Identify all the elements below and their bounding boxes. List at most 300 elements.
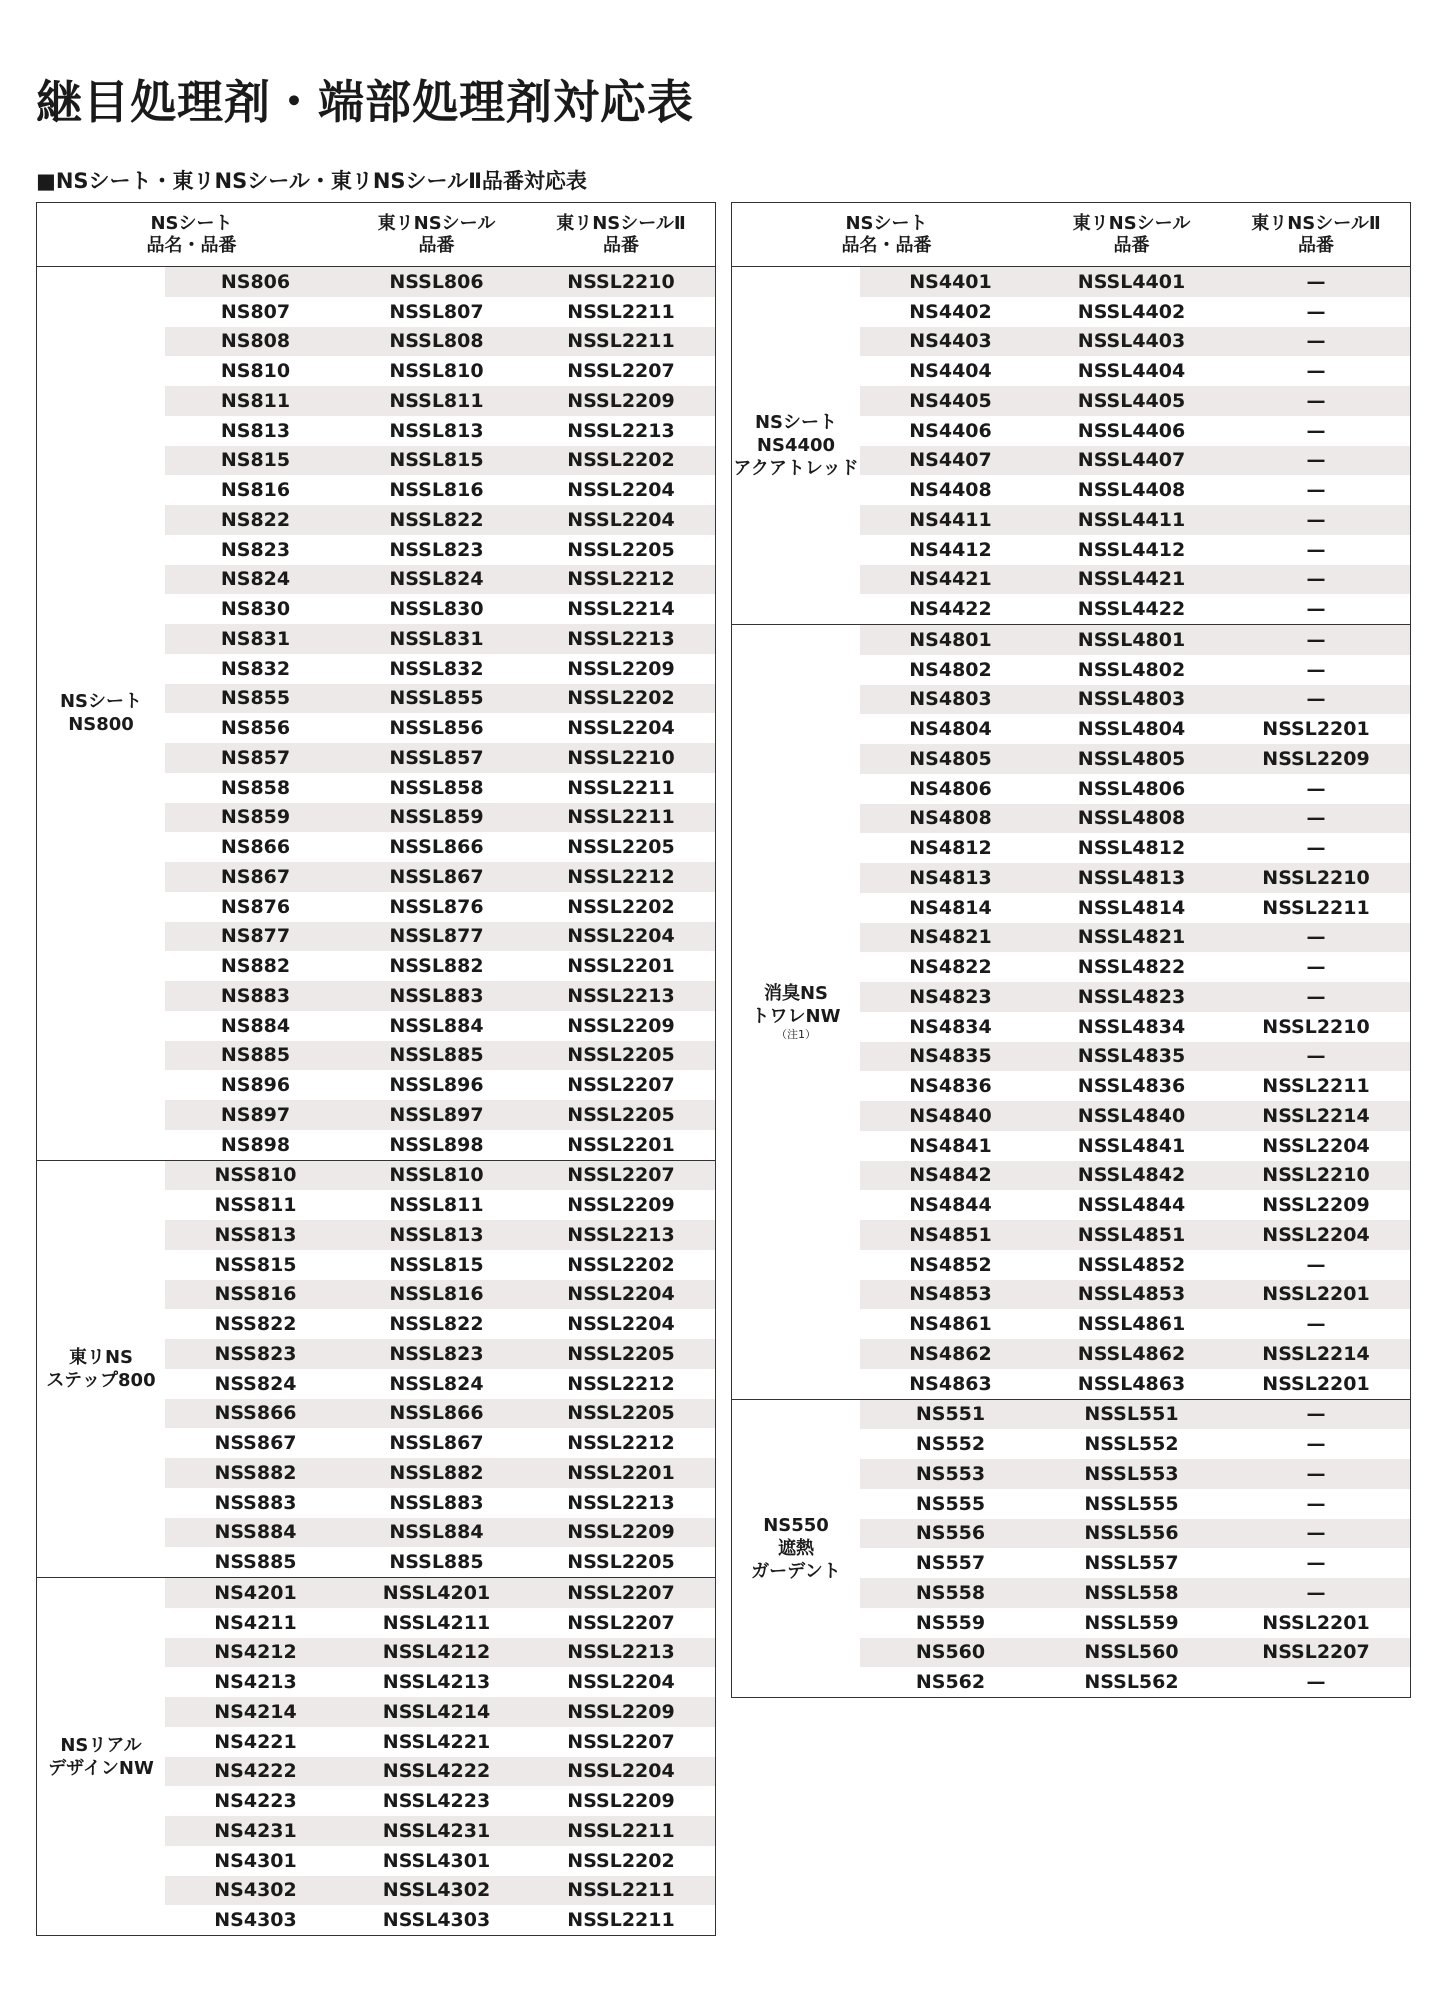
product-code-cell: NS4842 (909, 1164, 992, 1187)
nssl-code-cell: NSSL810 (389, 1164, 484, 1187)
table-row (860, 804, 1410, 834)
product-code-cell: NS4302 (214, 1879, 297, 1902)
header-ns-sheet (37, 203, 346, 266)
table-row (165, 565, 715, 595)
nssl2-code-cell: NSSL2205 (567, 1103, 675, 1126)
table-row (165, 1161, 715, 1191)
header-label: 東リNSシール (377, 212, 496, 234)
table-row (860, 594, 1410, 624)
nssl-code-cell: NSSL4201 (382, 1581, 491, 1604)
table-row (165, 1458, 715, 1488)
nssl2-code-cell: — (1306, 658, 1326, 681)
group-name-line: NS4400 (756, 435, 836, 456)
table-row (165, 624, 715, 654)
table-row (860, 1400, 1410, 1430)
table-row (165, 892, 715, 922)
nssl2-code-cell: NSSL2214 (1262, 1104, 1370, 1127)
product-code-cell: NS4301 (214, 1849, 297, 1872)
nssl-code-cell: NSSL553 (1084, 1462, 1179, 1485)
product-code-cell: NS4812 (909, 837, 992, 860)
nssl-code-cell: NSSL866 (389, 1402, 484, 1425)
table-row (165, 1816, 715, 1846)
nssl-code-cell: NSSL4805 (1077, 747, 1186, 770)
nssl2-code-cell: — (1306, 837, 1326, 860)
nssl2-code-cell: NSSL2209 (567, 1194, 675, 1217)
nssl2-code-cell: NSSL2210 (567, 270, 675, 293)
product-code-cell: NS4836 (909, 1075, 992, 1098)
product-code-cell: NSS867 (214, 1432, 297, 1455)
nssl2-code-cell: NSSL2213 (567, 627, 675, 650)
table-row (860, 1042, 1410, 1072)
table-row (860, 1638, 1410, 1668)
nssl-code-cell: NSSL4813 (1077, 866, 1186, 889)
table-row (165, 1846, 715, 1876)
nssl2-code-cell: NSSL2210 (567, 746, 675, 769)
table-row (165, 1041, 715, 1071)
product-code-cell: NS553 (915, 1462, 986, 1485)
table-row (165, 713, 715, 743)
table-row (165, 1757, 715, 1787)
nssl2-code-cell: NSSL2210 (1262, 1015, 1370, 1038)
product-code-cell: NS857 (220, 746, 291, 769)
table-row (860, 565, 1410, 595)
nssl2-code-cell: — (1306, 1581, 1326, 1604)
product-code-cell: NS806 (220, 270, 291, 293)
table-row (860, 1161, 1410, 1191)
nssl2-code-cell: — (1306, 389, 1326, 412)
nssl2-code-cell: — (1306, 538, 1326, 561)
product-code-cell: NS4852 (909, 1253, 992, 1276)
nssl2-code-cell: NSSL2201 (567, 1461, 675, 1484)
nssl2-code-cell: NSSL2204 (567, 717, 675, 740)
table-header (37, 203, 715, 267)
nssl2-code-cell: NSSL2212 (567, 1432, 675, 1455)
nssl2-code-cell: NSSL2211 (567, 776, 675, 799)
product-code-cell: NS4408 (909, 479, 992, 502)
header-label: NSシート (150, 212, 233, 234)
nssl-code-cell: NSSL806 (389, 270, 484, 293)
nssl2-code-cell: NSSL2211 (567, 806, 675, 829)
table-row (860, 1190, 1410, 1220)
product-code-cell: NS4221 (214, 1730, 297, 1753)
nssl2-code-cell: NSSL2212 (567, 568, 675, 591)
nssl-code-cell: NSSL4861 (1077, 1313, 1186, 1336)
table-row (165, 1697, 715, 1727)
table-row (860, 475, 1410, 505)
nssl-code-cell: NSSL4802 (1077, 658, 1186, 681)
table-row (860, 535, 1410, 565)
nssl2-code-cell: — (1306, 270, 1326, 293)
table-row (165, 416, 715, 446)
nssl-code-cell: NSSL556 (1084, 1522, 1179, 1545)
nssl2-code-cell: NSSL2213 (567, 419, 675, 442)
group-name (732, 625, 860, 1399)
table-row (860, 685, 1410, 715)
table-row (860, 1220, 1410, 1250)
nssl-code-cell: NSSL858 (389, 776, 484, 799)
nssl-code-cell: NSSL4301 (382, 1849, 491, 1872)
nssl-code-cell: NSSL4406 (1077, 419, 1186, 442)
nssl2-code-cell: — (1306, 568, 1326, 591)
nssl2-code-cell: NSSL2210 (1262, 866, 1370, 889)
product-code-cell: NS4214 (214, 1700, 297, 1723)
nssl2-code-cell: NSSL2207 (567, 1611, 675, 1634)
nssl2-code-cell: NSSL2212 (567, 1372, 675, 1395)
product-code-cell: NS562 (915, 1671, 986, 1694)
table-row (860, 1309, 1410, 1339)
product-code-cell: NS4835 (909, 1045, 992, 1068)
table-row (165, 1339, 715, 1369)
nssl-code-cell: NSSL822 (389, 508, 484, 531)
table-row (860, 267, 1410, 297)
nssl2-code-cell: NSSL2207 (567, 1164, 675, 1187)
product-code-cell: NS4406 (909, 419, 992, 442)
table-row (860, 1250, 1410, 1280)
product-code-cell: NS4805 (909, 747, 992, 770)
group-rows (165, 267, 715, 1160)
product-group (732, 267, 1410, 625)
product-code-cell: NS884 (220, 1014, 291, 1037)
nssl2-code-cell: NSSL2214 (567, 598, 675, 621)
table-body (37, 267, 715, 1935)
product-code-cell: NSS882 (214, 1461, 297, 1484)
nssl-code-cell: NSSL552 (1084, 1433, 1179, 1456)
nssl2-code-cell: — (1306, 360, 1326, 383)
nssl-code-cell: NSSL4404 (1077, 360, 1186, 383)
product-code-cell: NSS883 (214, 1491, 297, 1514)
group-name-line: NSシート (754, 412, 838, 433)
product-code-cell: NS556 (915, 1522, 986, 1545)
table-row (860, 1608, 1410, 1638)
nssl-code-cell: NSSL897 (389, 1103, 484, 1126)
product-code-cell: NS557 (915, 1552, 986, 1575)
group-rows (860, 267, 1410, 624)
group-name-line: NSシート (59, 691, 143, 713)
nssl2-code-cell: NSSL2213 (567, 1491, 675, 1514)
nssl2-code-cell: NSSL2213 (567, 1641, 675, 1664)
product-code-cell: NS4804 (909, 718, 992, 741)
nssl2-code-cell: NSSL2205 (567, 1342, 675, 1365)
nssl-code-cell: NSSL4844 (1077, 1194, 1186, 1217)
table-row (860, 1667, 1410, 1697)
table-row (860, 833, 1410, 863)
product-code-cell: NS4808 (909, 807, 992, 830)
product-code-cell: NS4844 (909, 1194, 992, 1217)
product-code-cell: NSS885 (214, 1551, 297, 1574)
page-title: 継目処理剤・端部処理剤対応表 (36, 75, 694, 129)
nssl2-code-cell: NSSL2202 (567, 687, 675, 710)
product-code-cell: NS4201 (214, 1581, 297, 1604)
nssl-code-cell: NSSL808 (389, 330, 484, 353)
nssl-code-cell: NSSL4862 (1077, 1342, 1186, 1365)
product-code-cell: NS898 (220, 1133, 291, 1156)
nssl2-code-cell: NSSL2207 (567, 360, 675, 383)
group-note: （注1） (776, 1027, 816, 1041)
nssl-code-cell: NSSL4853 (1077, 1283, 1186, 1306)
header-label: 東リNSシール (1072, 212, 1191, 234)
nssl2-code-cell: NSSL2201 (1262, 1611, 1370, 1634)
product-code-cell: NS4412 (909, 538, 992, 561)
nssl2-code-cell: NSSL2213 (567, 1223, 675, 1246)
nssl-code-cell: NSSL4221 (382, 1730, 491, 1753)
table-row (860, 982, 1410, 1012)
nssl-code-cell: NSSL824 (389, 568, 484, 591)
nssl-code-cell: NSSL830 (389, 598, 484, 621)
group-name-line: NS800 (68, 714, 134, 736)
nssl-code-cell: NSSL4835 (1077, 1045, 1186, 1068)
product-code-cell: NS877 (220, 925, 291, 948)
nssl-code-cell: NSSL4801 (1077, 628, 1186, 651)
nssl-code-cell: NSSL822 (389, 1313, 484, 1336)
product-code-cell: NS830 (220, 598, 291, 621)
product-code-cell: NS832 (220, 657, 291, 680)
nssl2-code-cell: — (1306, 628, 1326, 651)
nssl-code-cell: NSSL4852 (1077, 1253, 1186, 1276)
group-name-line: トワレNW (751, 1005, 841, 1027)
header-label: 品番 (418, 234, 455, 256)
nssl-code-cell: NSSL866 (389, 836, 484, 859)
header-nssl (346, 203, 527, 266)
nssl2-code-cell: — (1306, 985, 1326, 1008)
nssl2-code-cell: NSSL2204 (567, 925, 675, 948)
nssl-code-cell: NSSL551 (1084, 1403, 1179, 1426)
table-row (165, 981, 715, 1011)
nssl-code-cell: NSSL859 (389, 806, 484, 829)
product-code-cell: NS560 (915, 1641, 986, 1664)
nssl2-code-cell: NSSL2201 (1262, 1372, 1370, 1395)
table-body (732, 267, 1410, 1697)
nssl2-code-cell: NSSL2201 (567, 955, 675, 978)
nssl-code-cell: NSSL4401 (1077, 270, 1186, 293)
group-name (732, 1400, 860, 1698)
nssl2-code-cell: NSSL2205 (567, 1551, 675, 1574)
product-code-cell: NS4213 (214, 1671, 297, 1694)
nssl2-code-cell: — (1306, 449, 1326, 472)
nssl-code-cell: NSSL4405 (1077, 389, 1186, 412)
group-name-line: デザインNW (48, 1757, 154, 1779)
nssl-code-cell: NSSL562 (1084, 1671, 1179, 1694)
product-group (732, 625, 1410, 1400)
nssl2-code-cell: NSSL2211 (567, 300, 675, 323)
nssl-code-cell: NSSL4222 (382, 1760, 491, 1783)
nssl-code-cell: NSSL4806 (1077, 777, 1186, 800)
nssl-code-cell: NSSL4303 (382, 1909, 491, 1932)
product-code-cell: NS551 (915, 1403, 986, 1426)
product-code-cell: NS4421 (909, 568, 992, 591)
table-row (860, 1071, 1410, 1101)
nssl-code-cell: NSSL816 (389, 1283, 484, 1306)
product-code-cell: NS4823 (909, 985, 992, 1008)
nssl-code-cell: NSSL4812 (1077, 837, 1186, 860)
header-label: 品番 (603, 234, 639, 256)
nssl-code-cell: NSSL882 (389, 1461, 484, 1484)
nssl-code-cell: NSSL560 (1084, 1641, 1179, 1664)
nssl2-code-cell: NSSL2205 (567, 1402, 675, 1425)
nssl2-code-cell: NSSL2209 (567, 389, 675, 412)
nssl2-code-cell: NSSL2210 (1262, 1164, 1370, 1187)
table-row (165, 1250, 715, 1280)
nssl-code-cell: NSSL4212 (382, 1641, 491, 1664)
table-row (165, 1190, 715, 1220)
product-code-cell: NS816 (220, 479, 291, 502)
nssl-code-cell: NSSL558 (1084, 1581, 1179, 1604)
nssl-code-cell: NSSL823 (389, 538, 484, 561)
table-row (165, 1369, 715, 1399)
nssl2-code-cell: NSSL2204 (567, 1283, 675, 1306)
section-title: ■NSシート・東リNSシール・東リNSシールⅡ品番対応表 (36, 169, 587, 193)
table-row (860, 1489, 1410, 1519)
nssl-code-cell: NSSL4822 (1077, 956, 1186, 979)
product-code-cell: NS831 (220, 627, 291, 650)
table-row (165, 1130, 715, 1160)
table-row (165, 267, 715, 297)
nssl-code-cell: NSSL811 (389, 389, 484, 412)
nssl-code-cell: NSSL4841 (1077, 1134, 1186, 1157)
product-code-cell: NS4841 (909, 1134, 992, 1157)
group-name-line: ガーデント (751, 1560, 841, 1582)
nssl2-code-cell: NSSL2211 (1262, 896, 1370, 919)
table-row (860, 1131, 1410, 1161)
product-code-cell: NS4802 (909, 658, 992, 681)
table-row (860, 446, 1410, 476)
nssl-code-cell: NSSL4213 (382, 1671, 491, 1694)
nssl-code-cell: NSSL4302 (382, 1879, 491, 1902)
nssl-code-cell: NSSL4842 (1077, 1164, 1186, 1187)
nssl2-code-cell: — (1306, 1045, 1326, 1068)
table-row (165, 1280, 715, 1310)
table-row (860, 923, 1410, 953)
table-row (860, 655, 1410, 685)
nssl-code-cell: NSSL4408 (1077, 479, 1186, 502)
table-row (860, 863, 1410, 893)
nssl2-code-cell: NSSL2207 (567, 1581, 675, 1604)
nssl-code-cell: NSSL4411 (1077, 508, 1186, 531)
nssl2-code-cell: — (1306, 926, 1326, 949)
nssl2-code-cell: NSSL2202 (567, 449, 675, 472)
table-row (165, 922, 715, 952)
product-code-cell: NS4223 (214, 1790, 297, 1813)
nssl2-code-cell: — (1306, 330, 1326, 353)
product-code-cell: NS4407 (909, 449, 992, 472)
nssl-code-cell: NSSL4421 (1077, 568, 1186, 591)
product-code-cell: NS866 (220, 836, 291, 859)
nssl-code-cell: NSSL857 (389, 746, 484, 769)
nssl2-code-cell: — (1306, 1462, 1326, 1485)
left-correspondence-table (36, 202, 716, 1936)
table-row (860, 1369, 1410, 1399)
table-row (860, 1280, 1410, 1310)
nssl2-code-cell: NSSL2205 (567, 1044, 675, 1067)
product-code-cell: NS859 (220, 806, 291, 829)
product-code-cell: NS813 (220, 419, 291, 442)
product-code-cell: NS4422 (909, 598, 992, 621)
product-code-cell: NSS866 (214, 1402, 297, 1425)
table-row (165, 1667, 715, 1697)
nssl-code-cell: NSSL4803 (1077, 688, 1186, 711)
table-row (165, 1876, 715, 1906)
table-row (860, 1459, 1410, 1489)
table-row (165, 505, 715, 535)
product-code-cell: NS896 (220, 1074, 291, 1097)
nssl-code-cell: NSSL882 (389, 955, 484, 978)
product-code-cell: NS882 (220, 955, 291, 978)
group-name (37, 1161, 165, 1578)
table-row (860, 1012, 1410, 1042)
nssl2-code-cell: — (1306, 1671, 1326, 1694)
table-row (860, 1519, 1410, 1549)
header-nssl2 (527, 203, 715, 266)
nssl-code-cell: NSSL4412 (1077, 538, 1186, 561)
nssl-code-cell: NSSL883 (389, 1491, 484, 1514)
nssl2-code-cell: NSSL2209 (567, 1014, 675, 1037)
nssl2-code-cell: NSSL2201 (567, 1133, 675, 1156)
product-code-cell: NS558 (915, 1581, 986, 1604)
table-row (165, 1578, 715, 1608)
product-code-cell: NSS823 (214, 1342, 297, 1365)
nssl2-code-cell: — (1306, 598, 1326, 621)
group-rows (860, 625, 1410, 1399)
product-group (37, 267, 715, 1161)
nssl-code-cell: NSSL831 (389, 627, 484, 650)
group-name-line: ステップ800 (46, 1369, 156, 1391)
table-row (165, 386, 715, 416)
product-code-cell: NSS811 (214, 1194, 297, 1217)
product-code-cell: NS4821 (909, 926, 992, 949)
nssl-code-cell: NSSL810 (389, 360, 484, 383)
group-rows (165, 1161, 715, 1578)
nssl-code-cell: NSSL867 (389, 1432, 484, 1455)
nssl2-code-cell: — (1306, 300, 1326, 323)
nssl2-code-cell: NSSL2201 (1262, 718, 1370, 741)
header-ns-sheet (732, 203, 1041, 266)
product-code-cell: NS823 (220, 538, 291, 561)
nssl-code-cell: NSSL823 (389, 1342, 484, 1365)
nssl2-code-cell: NSSL2205 (567, 836, 675, 859)
nssl-code-cell: NSSL4407 (1077, 449, 1186, 472)
table-row (165, 475, 715, 505)
table-row (165, 356, 715, 386)
product-code-cell: NS4222 (214, 1760, 297, 1783)
table-row (165, 1547, 715, 1577)
table-row (860, 416, 1410, 446)
table-row (165, 743, 715, 773)
product-code-cell: NS552 (915, 1433, 986, 1456)
table-row (165, 773, 715, 803)
nssl2-code-cell: NSSL2201 (1262, 1283, 1370, 1306)
product-code-cell: NSS810 (214, 1164, 297, 1187)
nssl2-code-cell: NSSL2207 (1262, 1641, 1370, 1664)
table-row (165, 535, 715, 565)
nssl2-code-cell: NSSL2204 (1262, 1223, 1370, 1246)
product-code-cell: NS897 (220, 1103, 291, 1126)
nssl2-code-cell: — (1306, 777, 1326, 800)
table-row (165, 297, 715, 327)
nssl-code-cell: NSSL4823 (1077, 985, 1186, 1008)
nssl-code-cell: NSSL883 (389, 984, 484, 1007)
product-code-cell: NS4402 (909, 300, 992, 323)
nssl-code-cell: NSSL885 (389, 1044, 484, 1067)
table-row (165, 1638, 715, 1668)
nssl-code-cell: NSSL4840 (1077, 1104, 1186, 1127)
nssl2-code-cell: — (1306, 1522, 1326, 1545)
group-rows (165, 1578, 715, 1935)
nssl2-code-cell: NSSL2209 (1262, 1194, 1370, 1217)
product-code-cell: NS4840 (909, 1104, 992, 1127)
product-code-cell: NS855 (220, 687, 291, 710)
nssl-code-cell: NSSL4863 (1077, 1372, 1186, 1395)
table-row (165, 1608, 715, 1638)
nssl-code-cell: NSSL4402 (1077, 300, 1186, 323)
